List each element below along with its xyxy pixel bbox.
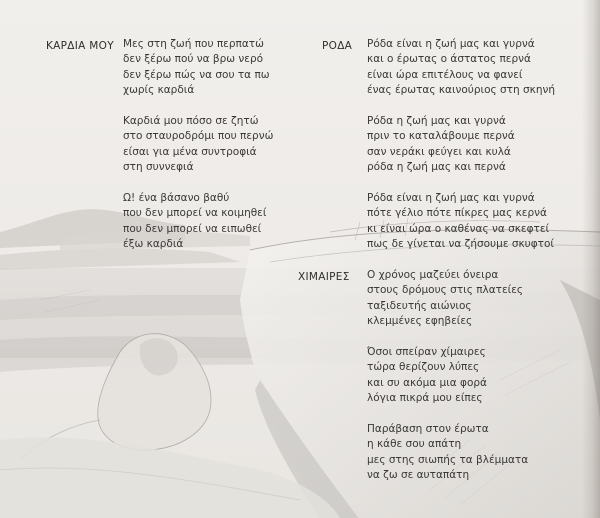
poem-line: ρόδα η ζωή μας και περνά	[367, 161, 506, 174]
poem-line: Μες στη ζωή που περπατώ	[123, 38, 264, 50]
poem-line: δεν ξέρω πού να βρω νερό	[123, 53, 264, 66]
poem-line: κλεμμένες εφηβείες	[367, 315, 473, 328]
poem-line: Παράβαση στον έρωτα	[367, 423, 489, 436]
poem-line: στη συννεφιά	[123, 161, 194, 174]
poem-line: στο σταυροδρόμι που περνώ	[123, 130, 274, 143]
stanza	[367, 422, 528, 484]
poem-line: λόγια πικρά μου είπες	[367, 392, 483, 405]
poem-line: Όσοι σπείραν χίμαιρες	[367, 346, 486, 359]
poem-line: που δεν μπορεί να ειπωθεί	[123, 222, 262, 235]
poem-line: είσαι για μένα συντροφιά	[123, 145, 257, 158]
poem-title-kardia-mou: ΚΑΡΔΙΑ ΜΟΥ	[46, 40, 114, 52]
poem-line: είναι ώρα επιτέλους να φανεί	[367, 68, 523, 81]
poem-line: και συ ακόμα μια φορά	[367, 376, 487, 389]
poem-line: Ω! ένα βάσανο βαθύ	[123, 192, 230, 205]
poem-line: δεν ξέρω πώς να σου τα πω	[123, 68, 270, 81]
poem-body-ximaires	[367, 268, 528, 499]
poem-line: πως δε γίνεται να ζήσουμε σκυφτοί	[367, 238, 554, 251]
poem-line: Καρδιά μου πόσο σε ζητώ	[123, 115, 259, 128]
poem-title-roda: ΡΟΔΑ	[322, 40, 353, 52]
stanza	[123, 191, 273, 253]
stanza	[367, 345, 528, 407]
poem-line: Ρόδα η ζωή μας και γυρνά	[367, 115, 506, 128]
poem-title-ximaires: ΧΙΜΑΙΡΕΣ	[298, 271, 350, 283]
poem-line: μες στης σιωπής τα βλέμματα	[367, 453, 529, 466]
stanza	[367, 37, 555, 99]
page-spine-shadow	[582, 0, 600, 518]
stanza	[367, 191, 555, 253]
poem-line: τώρα θερίζουν λύπες	[367, 361, 480, 374]
poem-line: έξω καρδιά	[123, 238, 184, 251]
poem-line: Ο χρόνος μαζεύει όνειρα	[367, 269, 499, 281]
poem-line: και ο έρωτας ο άστατος περνά	[367, 53, 531, 66]
poem-line: να ζω σε αυταπάτη	[367, 469, 470, 482]
poem-line: πότε γέλιο πότε πίκρες μας κερνά	[367, 207, 547, 220]
stanza	[123, 114, 273, 176]
poem-line: πριν το καταλάβουμε περνά	[367, 130, 515, 143]
poem-line: ταξιδευτής αιώνιος	[367, 299, 472, 312]
poem-line: Ρόδα είναι η ζωή μας και γυρνά	[367, 38, 535, 50]
poem-line: στους δρόμους στις πλατείες	[367, 284, 524, 297]
poem-line: κι είναι ώρα ο καθένας να σκεφτεί	[367, 222, 550, 235]
stanza	[367, 114, 555, 176]
poem-line: χωρίς καρδιά	[123, 84, 195, 97]
poem-line: Ρόδα είναι η ζωή μας και γυρνά	[367, 192, 535, 205]
poem-line: που δεν μπορεί να κοιμηθεί	[123, 207, 267, 220]
stanza	[123, 37, 273, 99]
poem-line: σαν νεράκι φεύγει και κυλά	[367, 145, 511, 158]
poem-line: ένας έρωτας καινούριος στη σκηνή	[367, 84, 555, 97]
poem-line: η κάθε σου απάτη	[367, 438, 462, 451]
stanza	[367, 268, 528, 330]
poem-body-roda	[367, 37, 555, 268]
poem-body-kardia-mou	[123, 37, 273, 268]
